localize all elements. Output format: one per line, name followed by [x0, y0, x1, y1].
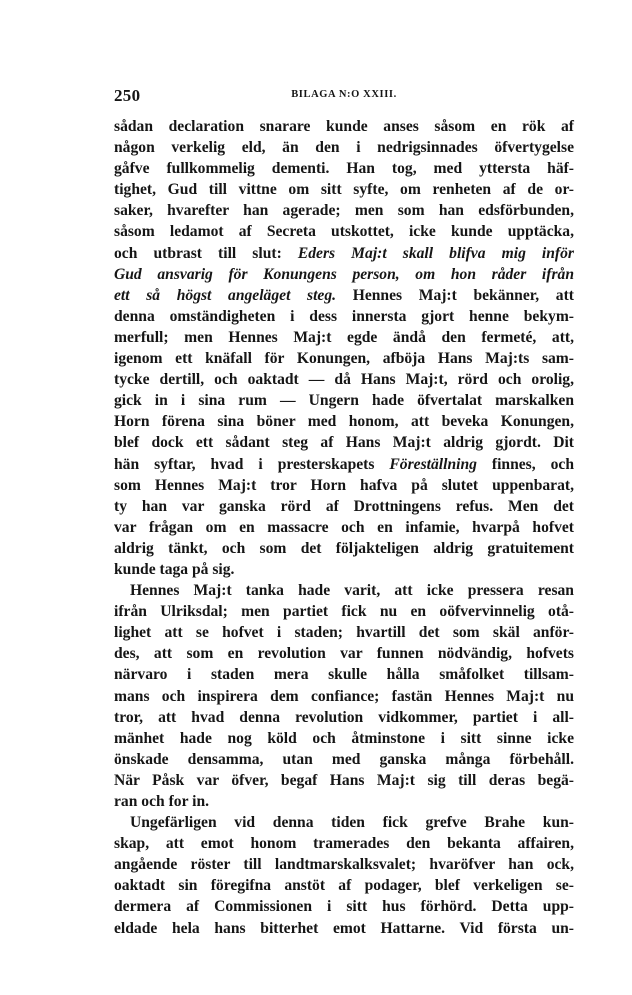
text-line: När Påsk var öfver, begaf Hans Maj:t sig till deras begä-: [114, 771, 574, 789]
text-line: des, att som en revolution var funnen nödvändig, hofvets: [114, 645, 574, 663]
text-line: mans och inspirera dem confiance; fastän Hennes Maj:t nu: [114, 687, 574, 705]
body-text: [114, 116, 574, 939]
text-line: tror, att hvad denna revolution vidkommer, partiet i all-: [114, 708, 574, 726]
text-line: som Hennes Maj:t tror Horn hafva på slutet uppenbarat,: [114, 476, 574, 494]
text-line: ifrån Ulriksdal; men partiet fick nu en oöfvervinnelig otå-: [114, 603, 574, 621]
text-line: Ungefärligen vid denna tiden fick grefve Brahe kun-: [130, 814, 574, 832]
text-line: såsom ledamot af Secreta utskottet, icke kunde upptäcka,: [114, 223, 574, 241]
text-line: saker, hvarefter han agerade; men som han edsförbunden,: [114, 202, 574, 220]
text-line: hän syftar, hvad i presterskapets Föreställning finnes, och: [114, 455, 574, 473]
italic-quote: Eders Maj:t skall blifva mig inför: [297, 244, 574, 262]
text-line: önskade densamma, utan med ganska många förbehåll.: [114, 750, 574, 768]
italic-quote: Gud ansvarig för Konungens person, om hon råder ifrån: [114, 265, 574, 283]
page-header: [114, 86, 574, 110]
text-line: [114, 264, 574, 285]
text-line: kunde taga på sig.: [114, 560, 235, 578]
text-line: tighet, Gud till vittne om sitt syfte, om renheten af de or-: [114, 181, 574, 199]
text-line: tycke dertill, och oaktadt — då Hans Maj:t, rörd och orolig,: [114, 371, 574, 389]
italic-quote: ett så högst angeläget steg.: [114, 286, 337, 304]
text-line: skap, att emot honom tramerades den bekanta affairen,: [114, 835, 574, 853]
text-line: ett så högst angeläget steg. Hennes Maj:t bekänner, att: [114, 286, 574, 304]
text-line: sådan declaration snarare kunde anses såsom en rök af: [114, 118, 574, 135]
text-line: gick in i sina rum — Ungern hade öfvertalat marskalken: [114, 392, 574, 410]
italic-title: Föreställning: [389, 455, 477, 473]
text-line: Hennes Maj:t tanka hade varit, att icke pressera resan: [130, 582, 574, 600]
text-line: igenom ett knäfall för Konungen, afböja Hans Maj:ts sam-: [114, 350, 574, 368]
text-line: angående röster till landtmarskalksvalet; hvaröfver han ock,: [114, 856, 574, 874]
text-line: var frågan om en massacre och en infamie, hvarpå hofvet: [114, 518, 574, 536]
running-title: BILAGA N:O XXIII.: [291, 89, 397, 100]
text-line: oaktadt sin föregifna anstöt af podager, blef verkeligen se-: [114, 877, 574, 895]
text-line: ran och for in.: [114, 793, 210, 810]
text-line: gåfve fullkommelig dementi. Han tog, med yttersta häf-: [114, 160, 574, 178]
text-line: Horn förena sina böner med honom, att beveka Konungen,: [114, 413, 574, 431]
text-line: närvaro i staden mera skulle hålla småfolket tillsam-: [114, 666, 574, 684]
text-line: någon verkelig eld, än den i nedrigsinnades öfvertygelse: [114, 139, 574, 157]
page: [114, 86, 574, 939]
text-line: och utbrast till slut: Eders Maj:t skall blifva mig inför: [114, 244, 574, 262]
text-line: dermera af Commissionen i sitt hus förhörd. Detta upp-: [114, 898, 574, 916]
text-line: blef dock ett sådant steg af Hans Maj:t aldrig gjordt. Dit: [114, 434, 574, 452]
page-number: 250: [114, 86, 141, 105]
text-line: denna omständigheten i dess innersta gjort henne bekym-: [114, 307, 574, 325]
text-line: merfull; men Hennes Maj:t egde ändå den fermeté, att,: [114, 328, 574, 346]
text-line: eldade hela hans bitterhet emot Hattarne. Vid första un-: [114, 919, 574, 937]
text-line: ty han var ganska rörd af Drottningens refus. Men det: [114, 497, 574, 515]
text-line: mänhet hade nog köld och åtminstone i sitt sinne icke: [114, 729, 574, 747]
text-line: aldrig tänkt, och som det följakteligen aldrig gratuitement: [114, 539, 574, 557]
text-line: lighet att se hofvet i staden; hvartill det som skäl anför-: [114, 624, 574, 642]
